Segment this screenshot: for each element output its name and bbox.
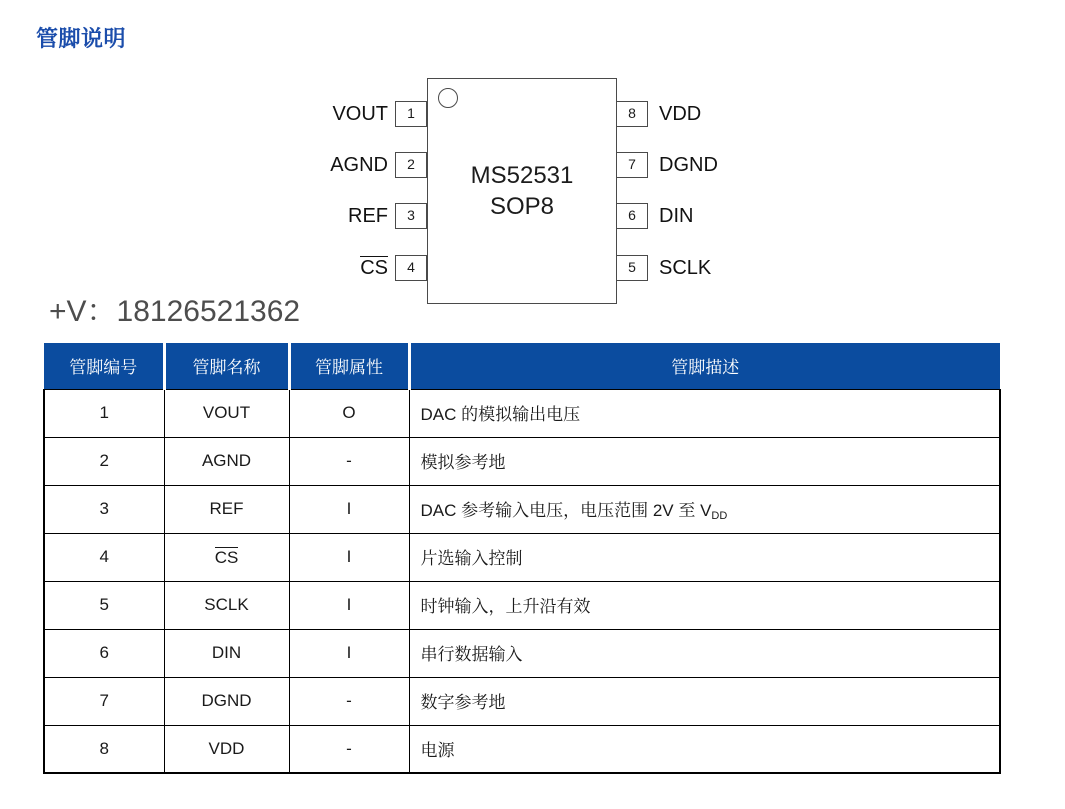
header-pin-desc: 管脚描述 [409,343,1000,389]
pin-label-text: VDD [659,103,702,125]
pin-box-7: 7 [616,152,648,178]
watermark-contact: +V：18126521362 [49,295,301,328]
pin-name-cell: VDD [164,725,289,773]
pin-attr-cell: I [289,629,409,677]
pin-attr-cell: - [289,725,409,773]
pin-number-cell: 2 [44,437,164,485]
pin-number-cell: 6 [44,629,164,677]
pin-box-3: 3 [395,203,427,229]
pin-desc-text: 模拟参考地 [420,453,506,472]
pin-desc-text: 片选输入控制 [420,549,523,568]
pin-box-8: 8 [616,101,648,127]
pin-box-5: 5 [616,255,648,281]
pin-number-cell: 5 [44,581,164,629]
table-row [44,437,1000,485]
pin-label-ref [268,203,388,229]
pin-name-cell: SCLK [164,581,289,629]
pin-name-cell: VOUT [164,389,289,437]
pin-label-text: VOUT [332,103,388,125]
pin-description-table [43,343,1001,774]
pin-label-text: SCLK [659,257,712,279]
pin-number-cell: 1 [44,389,164,437]
pin-box-1: 1 [395,101,427,127]
pin-desc-text: 电源 [420,740,455,760]
pin-box-6: 6 [616,203,648,229]
pin-desc-cell [409,485,1000,533]
table-row [44,677,1000,725]
pin-name-cell [164,533,289,581]
pin-desc-text: DAC 参考输入电压，电压范围 2V 至 V [420,501,712,520]
table-row [44,581,1000,629]
pin-number-cell: 8 [44,725,164,773]
pin-attr-cell: - [289,437,409,485]
table-row [44,533,1000,581]
pin-label-dgnd [659,152,799,178]
pin-name-cell: AGND [164,437,289,485]
chip-package: SOP8 [489,193,555,220]
header-pin-number: 管脚编号 [44,343,164,389]
pin-desc-cell [409,725,1000,773]
pin-label-din [659,203,799,229]
pin-label-cs [268,255,388,281]
pin-label-text: REF [348,205,388,227]
table-row [44,725,1000,773]
pin-label-vout [268,101,388,127]
pin-label-agnd [268,152,388,178]
pin-label-vdd [659,101,799,127]
pin-desc-cell [409,533,1000,581]
pin-number-cell: 4 [44,533,164,581]
pin-name-cell: DIN [164,629,289,677]
pin-desc-cell [409,389,1000,437]
table-header-row [44,343,1000,389]
pin-desc-cell [409,581,1000,629]
pin-desc-cell [409,629,1000,677]
pin-label-text-overline: CS [360,257,388,279]
header-pin-attr: 管脚属性 [289,343,409,389]
chip-body [427,78,617,304]
pin-attr-cell: O [289,389,409,437]
pin-attr-cell: I [289,485,409,533]
pin-desc-cell [409,437,1000,485]
pin-label-text: DGND [659,154,718,176]
pin-attr-cell: I [289,533,409,581]
chip-part-number: MS52531 [470,162,574,189]
chip-label [428,79,616,303]
pin-desc-cell [409,677,1000,725]
pin-number-cell: 3 [44,485,164,533]
pin-box-4: 4 [395,255,427,281]
pin-desc-subscript: DD [711,510,728,522]
pin-label-sclk [659,255,799,281]
table-row [44,629,1000,677]
page-title: 管脚说明 [36,26,127,51]
pin-desc-text: 串行数据输入 [420,645,523,664]
table-row [44,389,1000,437]
table-row [44,485,1000,533]
pin-desc-text: DAC 的模拟输出电压 [420,405,581,424]
pin-box-2: 2 [395,152,427,178]
pin-attr-cell: I [289,581,409,629]
pin-desc-text: 时钟输入，上升沿有效 [420,597,591,616]
pin-attr-cell: - [289,677,409,725]
pin-label-text: DIN [659,205,694,227]
pin-name-cell: DGND [164,677,289,725]
pin-number-cell: 7 [44,677,164,725]
pin-label-text: AGND [330,154,388,176]
pin-desc-text: 数字参考地 [420,693,506,712]
pin-name-cell: REF [164,485,289,533]
header-pin-name: 管脚名称 [164,343,289,389]
pin-name-text-overline: CS [214,547,239,567]
